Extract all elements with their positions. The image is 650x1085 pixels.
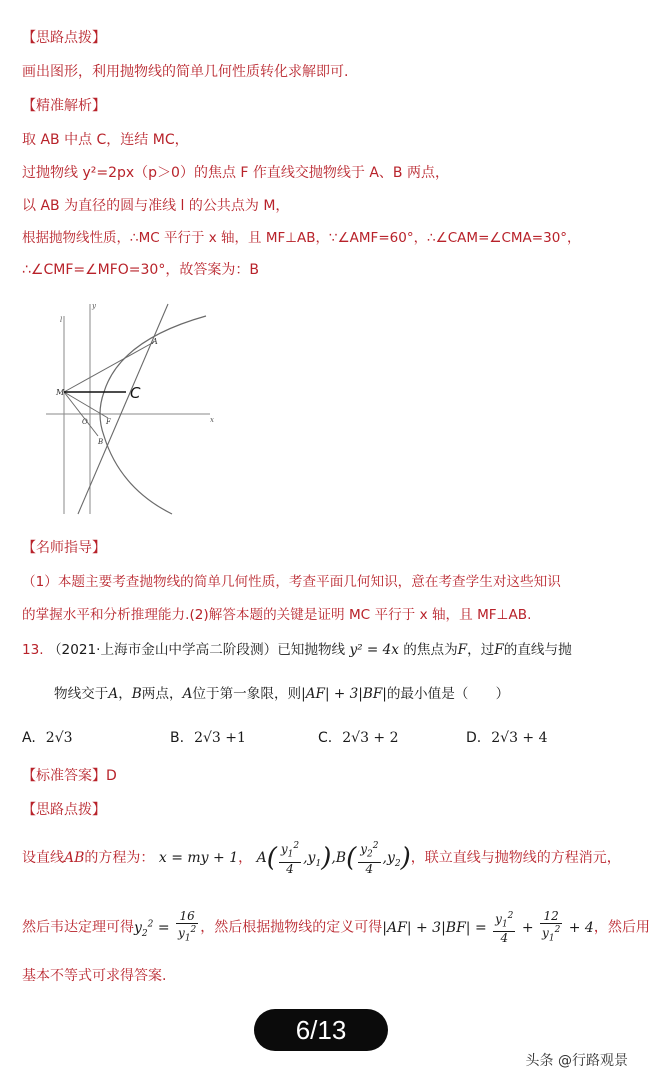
- question-stem-d: 的直线与抛: [503, 642, 572, 658]
- answer-line-equation: x = my + 1: [158, 850, 239, 866]
- watermark: 头条 @行路观景: [525, 1053, 628, 1069]
- answer-l2-c: ，然后用: [593, 919, 650, 936]
- label-M: M: [56, 388, 65, 397]
- answer-l2-b: ，然后根据抛物线的定义可得: [200, 919, 383, 936]
- question-number: 13.: [22, 642, 44, 658]
- label-B: B: [98, 438, 104, 446]
- option-a-letter: A.: [22, 730, 36, 746]
- answer-line-3: 基本不等式可求得答案.: [22, 968, 167, 984]
- option-d[interactable]: [466, 730, 548, 746]
- question-source: （2021·上海市金山中学高二阶段测）: [47, 642, 278, 658]
- analysis-line-5: ∴∠CMF=∠MFO=30°，故答案为：B: [22, 262, 259, 278]
- hint-text: 画出图形，利用抛物线的简单几何性质转化求解即可.: [22, 64, 349, 80]
- teacher-heading: 【名师指导】: [22, 540, 106, 556]
- question-stem-a: 已知抛物线: [277, 642, 346, 658]
- option-c-value: 2√3 + 2: [342, 730, 399, 746]
- question-line-1: [22, 640, 624, 660]
- question-sep: ，: [118, 686, 132, 702]
- label-x: x: [210, 416, 214, 424]
- teacher-line-2: 的掌握水平和分析推理能力.(2)解答本题的关键是证明 MC 平行于 x 轴，且 MF⊥AB.: [22, 607, 532, 623]
- question-F-1: F: [457, 642, 468, 658]
- point-A-coords: A( $\frac{y_1^2}{4}$ $,y_1),B$( $\frac{y_2^2}{4}$ $,y_2$): [256, 841, 411, 876]
- teacher-line-1: （1）本题主要考查抛物线的简单几何性质，考查平面几何知识，意在考查学生对这些知识: [22, 574, 561, 590]
- vieta-result: $y_2^2$ = $\frac{16}{y_1^2}$: [134, 908, 197, 944]
- question-stem-c: ，过: [467, 642, 495, 658]
- parabola-figure: [40, 296, 220, 524]
- option-b-value: 2√3 +1: [194, 730, 246, 746]
- option-c-letter: C.: [318, 730, 333, 746]
- option-a[interactable]: [22, 730, 73, 746]
- answer-l1-a: 设直线: [22, 850, 64, 866]
- answer-line-2: [22, 904, 650, 946]
- option-d-letter: D.: [466, 730, 482, 746]
- hint-heading: 【思路点拨】: [22, 30, 106, 46]
- question-line2-c: 位于第一象限，则: [192, 686, 302, 702]
- label-A: A: [152, 337, 158, 346]
- answer-l1-c: ，联立直线与抛物线的方程消元，: [410, 850, 621, 866]
- analysis-heading: 【精准解析】: [22, 98, 106, 114]
- question-equation: y² = 4x: [349, 642, 399, 658]
- question-A-1: A: [108, 686, 119, 702]
- analysis-line-1: 取 AB 中点 C，连结 MC，: [22, 132, 189, 148]
- answer-line-1: 设直线AB的方程为： x = my + 1， A( $\frac{y_1^2}{4}$ $,y_1),B$( $\frac{y_2^2}{4}$ $,y_2$)，联立直线与抛物线的方程消元，: [22, 841, 621, 876]
- option-d-value: 2√3 + 4: [491, 730, 548, 746]
- answer-l1-AB: AB: [64, 850, 85, 866]
- answer-hint-heading: 【思路点拨】: [22, 802, 106, 818]
- answer-heading: 【标准答案】D: [22, 768, 117, 784]
- label-F: F: [106, 418, 111, 426]
- label-y: y: [92, 302, 96, 310]
- analysis-line-2: 过抛物线 y²=2px（p＞0）的焦点 F 作直线交抛物线于 A、B 两点，: [22, 165, 449, 181]
- option-b-letter: B.: [170, 730, 185, 746]
- label-C: C: [130, 384, 141, 402]
- analysis-line-4: 根据抛物线性质，∴MC 平行于 x 轴，且 MF⊥AB，∵∠AMF=60°，∴∠CAM=∠CMA=30°，: [22, 230, 581, 246]
- answer-l2-a: 然后韦达定理可得: [22, 919, 134, 936]
- question-F-2: F: [494, 642, 504, 658]
- option-b[interactable]: [170, 730, 246, 746]
- analysis-line-3: 以 AB 为直径的圆与准线 l 的公共点为 M，: [22, 198, 290, 214]
- question-expression: |AF| + 3|BF|: [301, 686, 387, 702]
- question-line2-a: 物线交于: [54, 686, 109, 702]
- question-stem-b: 的焦点为: [403, 642, 458, 658]
- question-A-2: A: [182, 686, 193, 702]
- question-B: B: [131, 686, 142, 702]
- option-a-value: 2√3: [45, 730, 73, 746]
- definition-result: |AF| + 3|BF| = $\frac{y_1^2}{4}$ + $\frac{12}{y_1^2}$ + 4: [382, 908, 594, 946]
- label-l: l: [60, 316, 63, 324]
- question-line-2: [54, 684, 624, 704]
- answer-l1-b: 的方程为：: [84, 850, 155, 866]
- label-O: O: [82, 418, 88, 426]
- question-line2-d: 的最小值是（ ）: [386, 686, 510, 702]
- page-indicator[interactable]: 6/13: [254, 1009, 388, 1051]
- option-c[interactable]: [318, 730, 399, 746]
- question-line2-b: 两点，: [141, 686, 183, 702]
